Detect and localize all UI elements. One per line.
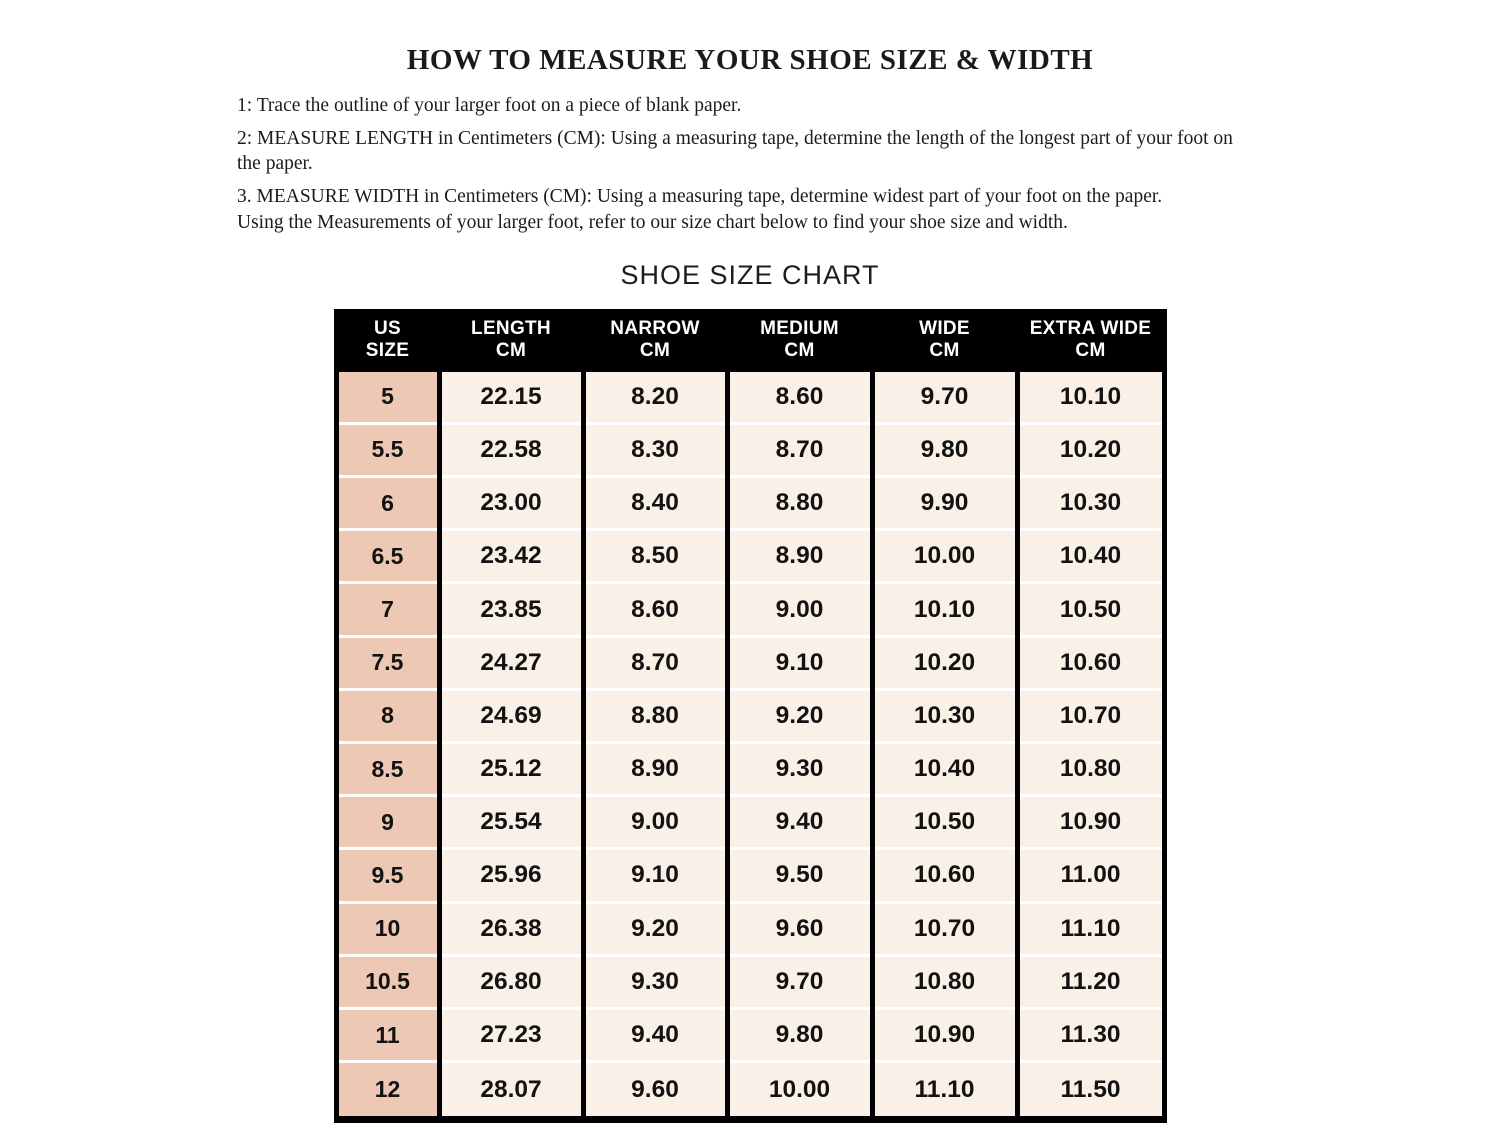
measurement-cell: 9.60 — [730, 904, 870, 957]
measurement-cell: 10.40 — [875, 744, 1015, 797]
measurement-cell: 25.96 — [442, 850, 581, 903]
us-size-cell: 7.5 — [339, 638, 437, 691]
measurement-cell: 11.10 — [1020, 904, 1162, 957]
us-size-cell: 6.5 — [339, 531, 437, 584]
chart-title: SHOE SIZE CHART — [620, 259, 880, 290]
measurement-cell: 28.07 — [442, 1063, 581, 1116]
us-size-cell: 8.5 — [339, 744, 437, 797]
measurement-cell: 9.40 — [730, 797, 870, 850]
measurement-cell: 9.90 — [875, 478, 1015, 531]
measurement-cell: 26.80 — [442, 957, 581, 1010]
us-size-cell: 9.5 — [339, 850, 437, 903]
column-header-wide-cm: WIDE CM — [875, 309, 1015, 372]
column-header-extra-wide-cm: EXTRA WIDE CM — [1020, 309, 1162, 372]
measurement-cell: 11.20 — [1020, 957, 1162, 1010]
measurement-cell: 9.80 — [875, 425, 1015, 478]
measurement-cell: 10.70 — [1020, 691, 1162, 744]
measurement-cell: 10.60 — [875, 850, 1015, 903]
measurement-cell: 8.90 — [730, 531, 870, 584]
size-table-body — [339, 372, 1162, 1117]
measurement-cell: 10.80 — [875, 957, 1015, 1010]
measurement-cell: 23.42 — [442, 531, 581, 584]
measurement-cell: 9.30 — [586, 957, 725, 1010]
measurement-cell: 10.50 — [1020, 584, 1162, 637]
measurement-cell: 24.69 — [442, 691, 581, 744]
measurement-cell: 8.20 — [586, 372, 725, 425]
measurement-cell: 10.70 — [875, 904, 1015, 957]
measurement-cell: 10.00 — [730, 1063, 870, 1116]
column-header-medium-cm: MEDIUM CM — [730, 309, 870, 372]
measurement-cell: 8.80 — [730, 478, 870, 531]
measurement-cell: 11.30 — [1020, 1010, 1162, 1063]
measurement-cell: 9.60 — [586, 1063, 725, 1116]
measurement-cell: 9.20 — [730, 691, 870, 744]
measurement-cell: 8.70 — [730, 425, 870, 478]
measurement-cell: 10.20 — [1020, 425, 1162, 478]
measurement-cell: 9.40 — [586, 1010, 725, 1063]
measurement-cell: 8.30 — [586, 425, 725, 478]
measurement-cell: 9.00 — [586, 797, 725, 850]
instructions-block — [237, 93, 1237, 236]
measurement-cell: 9.20 — [586, 904, 725, 957]
measurement-cell: 22.15 — [442, 372, 581, 425]
measurement-cell: 9.50 — [730, 850, 870, 903]
size-table-header — [339, 309, 1162, 372]
measurement-cell: 9.30 — [730, 744, 870, 797]
measurement-cell: 8.70 — [586, 638, 725, 691]
us-size-cell: 6 — [339, 478, 437, 531]
measurement-cell: 8.60 — [586, 584, 725, 637]
measurement-cell: 9.70 — [730, 957, 870, 1010]
measurement-cell: 9.10 — [730, 638, 870, 691]
instruction-step-3: 3. MEASURE WIDTH in Centimeters (CM): Using a measuring tape, determine widest part of your foot on the paper. — [237, 186, 1163, 208]
measurement-cell: 8.80 — [586, 691, 725, 744]
instruction-step-1: 1: Trace the outline of your larger foot on a piece of blank paper. — [237, 95, 742, 116]
measurement-cell: 8.50 — [586, 531, 725, 584]
measurement-cell: 9.70 — [875, 372, 1015, 425]
measurement-cell: 8.90 — [586, 744, 725, 797]
measurement-cell: 27.23 — [442, 1010, 581, 1063]
instruction-step-2: 2: MEASURE LENGTH in Centimeters (CM): Using a measuring tape, determine the length of the longest part of your foot on the paper. — [237, 127, 1233, 175]
measurement-cell: 25.12 — [442, 744, 581, 797]
measurement-cell: 26.38 — [442, 904, 581, 957]
us-size-cell: 5.5 — [339, 425, 437, 478]
measurement-cell: 10.30 — [1020, 478, 1162, 531]
table-wrapper — [0, 309, 1500, 1124]
column-header-length-cm: LENGTH CM — [442, 309, 581, 372]
us-size-cell: 10.5 — [339, 957, 437, 1010]
us-size-cell: 5 — [339, 372, 437, 425]
instruction-note: Using the Measurements of your larger foot, refer to our size chart below to find your shoe size and width. — [237, 211, 1068, 233]
us-size-cell: 10 — [339, 904, 437, 957]
measurement-cell: 10.80 — [1020, 744, 1162, 797]
measurement-cell: 10.10 — [875, 584, 1015, 637]
measurement-cell: 10.20 — [875, 638, 1015, 691]
column-header-us-size: US SIZE — [339, 309, 437, 372]
measurement-cell: 10.90 — [1020, 797, 1162, 850]
measurement-cell: 24.27 — [442, 638, 581, 691]
page-title: HOW TO MEASURE YOUR SHOE SIZE & WIDTH — [406, 44, 1094, 76]
measurement-cell: 11.50 — [1020, 1063, 1162, 1116]
measurement-cell: 23.85 — [442, 584, 581, 637]
measurement-cell: 10.40 — [1020, 531, 1162, 584]
measurement-cell: 10.90 — [875, 1010, 1015, 1063]
size-table — [334, 309, 1167, 1124]
measurement-cell: 22.58 — [442, 425, 581, 478]
measurement-cell: 8.40 — [586, 478, 725, 531]
measurement-cell: 25.54 — [442, 797, 581, 850]
measurement-cell: 10.10 — [1020, 372, 1162, 425]
us-size-cell: 12 — [339, 1063, 437, 1116]
measurement-cell: 23.00 — [442, 478, 581, 531]
measurement-cell: 8.60 — [730, 372, 870, 425]
measurement-cell: 10.00 — [875, 531, 1015, 584]
measurement-cell: 11.00 — [1020, 850, 1162, 903]
measurement-cell: 9.10 — [586, 850, 725, 903]
measurement-cell: 9.00 — [730, 584, 870, 637]
measurement-cell: 10.30 — [875, 691, 1015, 744]
measurement-cell: 10.50 — [875, 797, 1015, 850]
measurement-cell: 11.10 — [875, 1063, 1015, 1116]
measurement-cell: 10.60 — [1020, 638, 1162, 691]
measurement-cell: 9.80 — [730, 1010, 870, 1063]
us-size-cell: 8 — [339, 691, 437, 744]
us-size-cell: 9 — [339, 797, 437, 850]
us-size-cell: 11 — [339, 1010, 437, 1063]
column-header-narrow-cm: NARROW CM — [586, 309, 725, 372]
us-size-cell: 7 — [339, 584, 437, 637]
